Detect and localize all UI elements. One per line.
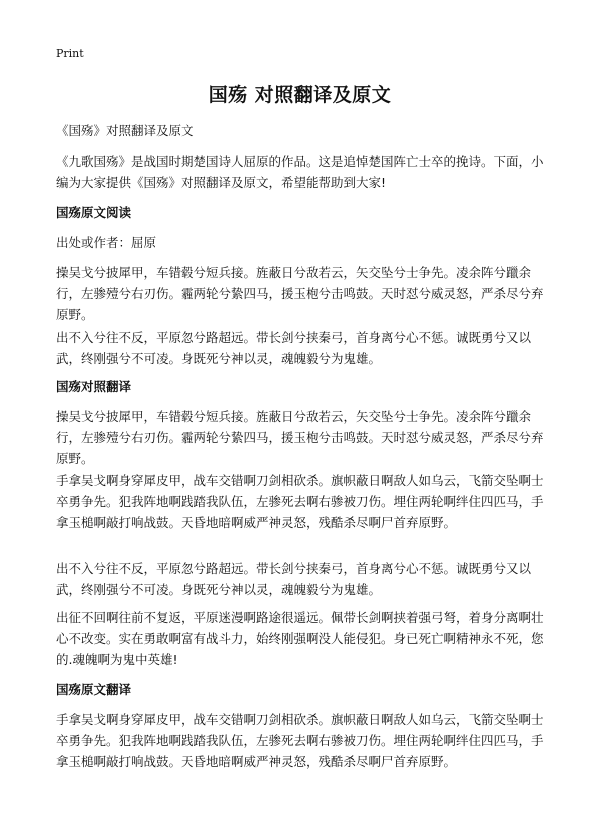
section-heading-compare: 国殇对照翻译 (56, 379, 132, 394)
original-paragraph-1: 操吴戈兮披犀甲，车错毂兮短兵接。旌蔽日兮敌若云，矢交坠兮士争先。凌余阵兮躐余行，左骖殪兮右刃伤。霾两轮兮絷四马，援玉枹兮击鸣鼓。天时怼兮威灵怒，严杀尽兮弃原野。 (56, 265, 544, 322)
compare-paragraph-2: 手拿吴戈啊身穿犀皮甲，战车交错啊刀剑相砍杀。旗帜蔽日啊敌人如乌云，飞箭交坠啊士卒勇争先。犯我阵地啊践踏我队伍，左骖死去啊右骖被刀伤。埋住两轮啊绊住四匹马，手拿玉槌啊敲打响战鼓。天昏地暗啊威严神灵怒，残酷杀尽啊尸首弃原野。 (56, 473, 544, 530)
section-heading-original: 国殇原文阅读 (56, 205, 132, 220)
subtitle: 《国殇》对照翻译及原文 (56, 123, 194, 138)
compare-paragraph-3: 出不入兮往不反，平原忽兮路超远。带长剑兮挟秦弓，首身离兮心不惩。诚既勇兮又以武，终刚强兮不可凌。身既死兮神以灵，魂魄毅兮为鬼雄。 (56, 561, 532, 597)
compare-paragraph-1: 操吴戈兮披犀甲，车错毂兮短兵接。旌蔽日兮敌若云，矢交坠兮士争先。凌余阵兮躐余行，左骖殪兮右刃伤。霾两轮兮絷四马，援玉枹兮击鸣鼓。天时怼兮威灵怒，严杀尽兮弃原野。 (56, 409, 544, 466)
author-line: 出处或作者：屈原 (56, 235, 157, 250)
section-heading-translation: 国殇原文翻译 (56, 682, 132, 697)
print-link[interactable]: Print (56, 47, 84, 60)
intro-paragraph: 《九歌国殇》是战国时期楚国诗人屈原的作品。这是追悼楚国阵亡士卒的挽诗。下面，小编为大家提供《国殇》对照翻译及原文，希望能帮助到大家! (56, 154, 544, 190)
translation-paragraph-1: 手拿吴戈啊身穿犀皮甲，战车交错啊刀剑相砍杀。旗帜蔽日啊敌人如乌云，飞箭交坠啊士卒勇争先。犯我阵地啊践踏我队伍，左骖死去啊右骖被刀伤。埋住两轮啊绊住四匹马，手拿玉槌啊敲打响战鼓。天昏地暗啊威严神灵怒，残酷杀尽啊尸首弃原野。 (56, 712, 544, 769)
page-title: 国殇 对照翻译及原文 (208, 84, 392, 106)
original-paragraph-2: 出不入兮往不反，平原忽兮路超远。带长剑兮挟秦弓，首身离兮心不惩。诚既勇兮又以武，终刚强兮不可凌。身既死兮神以灵，魂魄毅兮为鬼雄。 (56, 330, 532, 366)
compare-paragraph-4: 出征不回啊往前不复返，平原迷漫啊路途很遥远。佩带长剑啊挟着强弓弩，着身分离啊壮心不改变。实在勇敢啊富有战斗力，始终刚强啊没人能侵犯。身已死亡啊精神永不死，您的.魂魄啊为鬼中英雄! (56, 610, 544, 667)
